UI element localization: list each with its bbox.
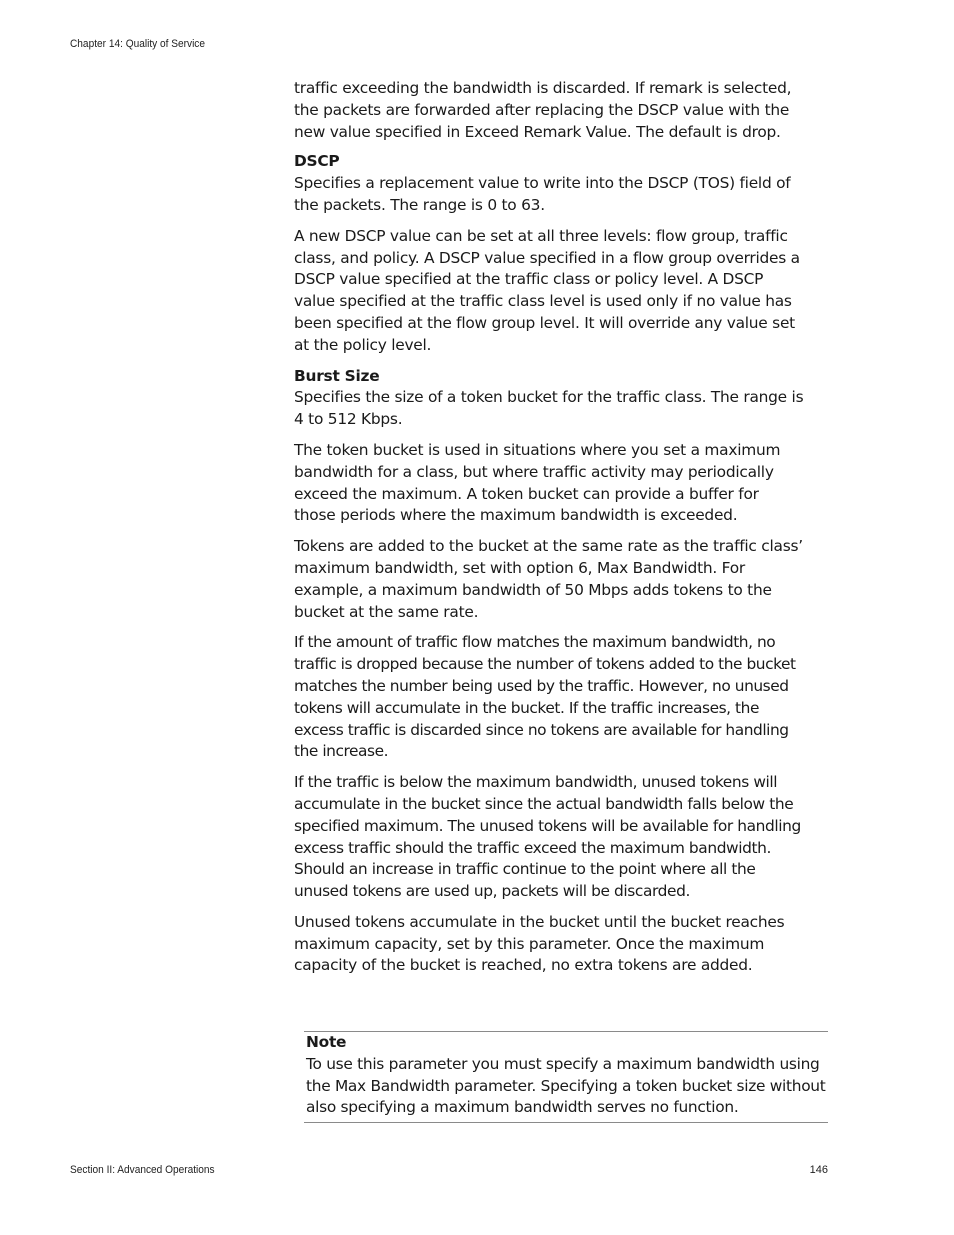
burst-size-paragraph: Unused tokens accumulate in the bucket until the bucket reaches maximum capacity, set by this parameter. Once the maximum capacity of the bucket is reached, no extra tokens are added. bbox=[294, 912, 785, 975]
note-text: To use this parameter you must specify a maximum bandwidth using the Max Bandwidth parameter. Specifying a token bucket size without also specifying a maximum bandwidth serves no function. bbox=[306, 1054, 826, 1117]
footer-section: Section II: Advanced Operations bbox=[70, 1164, 215, 1176]
note-heading: Note bbox=[306, 1033, 347, 1051]
dscp-term: DSCP bbox=[294, 152, 340, 171]
burst-size-term: Burst Size bbox=[294, 366, 380, 385]
dscp-definition: Specifies a replacement value to write into the DSCP (TOS) field of the packets. The range is 0 to 63. bbox=[294, 174, 791, 214]
note-box bbox=[304, 1031, 828, 1123]
footer-page-number: 146 bbox=[809, 1164, 828, 1176]
burst-size-paragraph: The token bucket is used in situations where you set a maximum bandwidth for a class, but where traffic activity may periodically exceed the maximum. A token bucket can provide a buffer for those periods where the maximum bandwidth is exceeded. bbox=[294, 440, 781, 525]
burst-size-entry bbox=[294, 366, 804, 431]
main-content bbox=[294, 78, 804, 986]
dscp-entry bbox=[294, 151, 804, 216]
burst-size-paragraph: If the traffic is below the maximum bandwidth, unused tokens will accumulate in the bucket since the actual bandwidth falls below the specified maximum. The unused tokens will be available for handling excess traffic should the traffic exceed the maximum bandwidth. Should an increase in traffic continue to the point where all the unused tokens are used up, packets will be discarded. bbox=[294, 773, 801, 901]
running-header-chapter: Chapter 14: Quality of Service bbox=[70, 38, 206, 50]
dscp-paragraph: A new DSCP value can be set at all three levels: flow group, traffic class, and policy. A DSCP value specified in a flow group overrides a DSCP value specified at the traffic class or policy level. A DSCP value specified at the traffic class level is used only if no value has been specified at the flow group level. It will override any value set at the policy level. bbox=[294, 226, 800, 354]
intro-paragraph: traffic exceeding the bandwidth is discarded. If remark is selected, the packets are forwarded after replacing the DSCP value with the new value specified in Exceed Remark Value. The default is drop. bbox=[294, 79, 792, 141]
burst-size-paragraph: Tokens are added to the bucket at the same rate as the traffic class’ maximum bandwidth, set with option 6, Max Bandwidth. For example, a maximum bandwidth of 50 Mbps adds tokens to the bucket at the same rate. bbox=[294, 537, 803, 621]
burst-size-paragraph: If the amount of traffic flow matches the maximum bandwidth, no traffic is dropped because the number of tokens added to the bucket matches the number being used by the traffic. However, no unused tokens will accumulate in the bucket. If the traffic increases, the excess traffic is discarded since no tokens are available for handling the increase. bbox=[294, 633, 796, 761]
burst-size-definition: Specifies the size of a token bucket for the traffic class. The range is 4 to 512 Kbps. bbox=[294, 388, 804, 429]
